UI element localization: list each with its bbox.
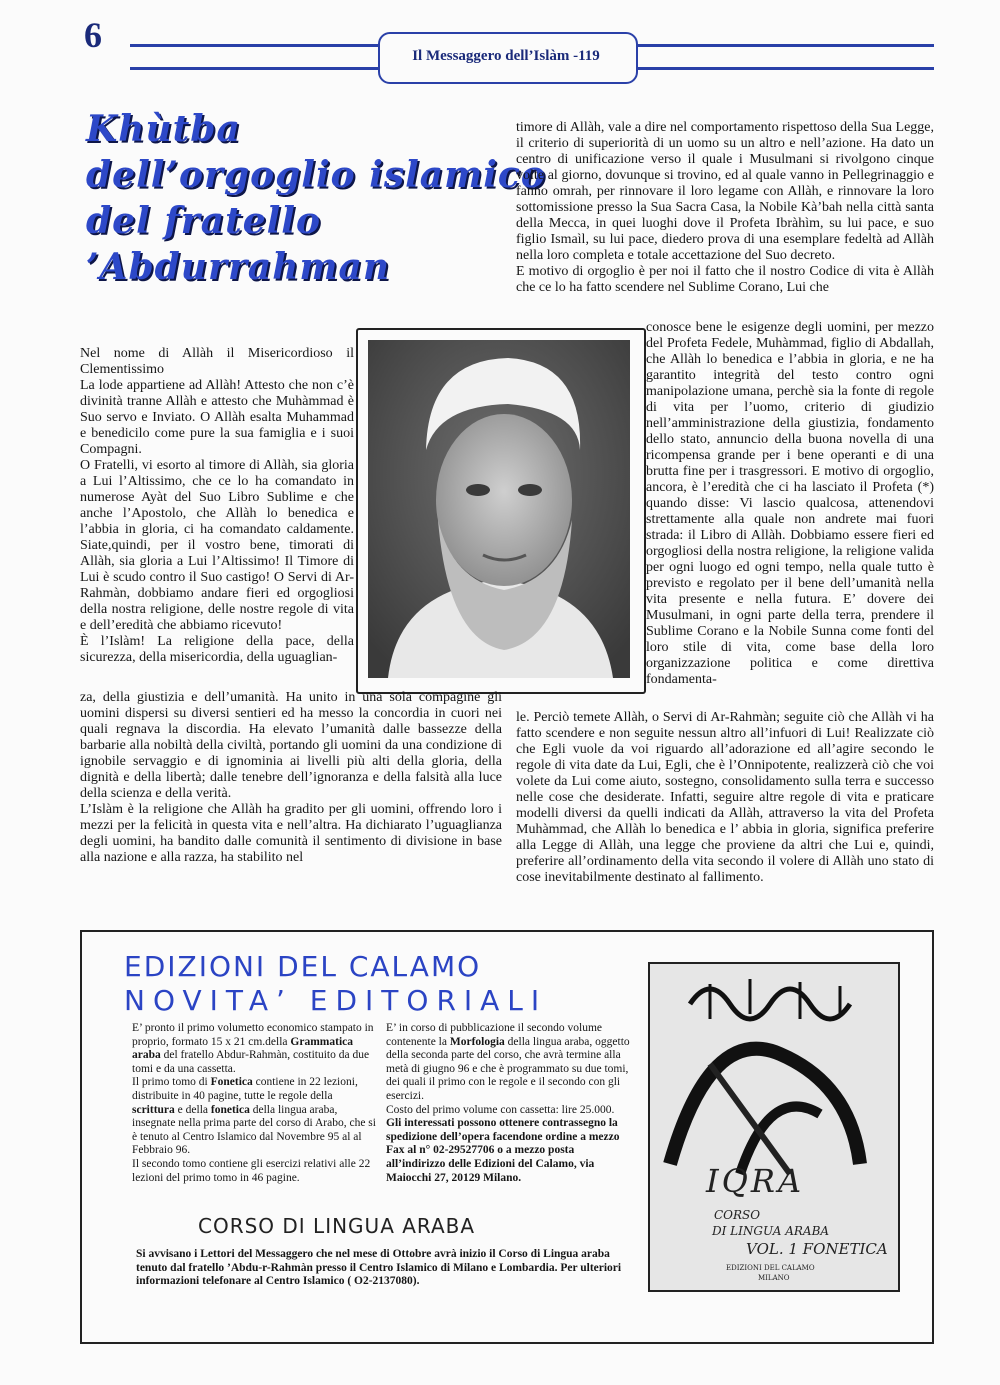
paragraph: za, della giustizia e dell’umanità. Ha unito in una sola compagine gli uomini dispersi su diversi sentieri ed ha messo la concordia in cuori nei quali regnava la discordia. Ha elevato l’umanità dalle bassezze della barbarie alla nobiltà della civiltà, portando gli uomini da una condizione di ignobile servaggio e di ignominia ai livelli più alti della gloria, della dignità e della libertà; dalle tenebre dell’ignoranza e della falsità alla luce della scienza e della verità.: [80, 690, 502, 801]
book-title: IQRA: [706, 1162, 805, 1200]
page-number: 6: [84, 15, 102, 55]
book-city: MILANO: [758, 1274, 790, 1282]
text: E’ pronto il primo volumetto economico stampato in proprio, formato 15 x 21 cm.della: [132, 1022, 374, 1048]
paragraph: conosce bene le esigenze degli uomini, per mezzo del Profeta Fedele, Muhàmmad, figlio di Abdallah, che Allàh lo benedica e l’abbia in gloria, e ne ha garantito integrità del testo contro ogni manipolazione umana, perchè sia la fonte di regole di vita per l’uomo, criterio di giudizio nell’amministrazione della giustizia, fondamento dello stato, annuncio della buona novella di una ricompensa grande per i bene operanti e di una brutta fine per i trasgressori. E motivo di orgoglio, ancora, è l’eredità che ci ha lasciato il Profeta (*) quando disse: Vi lascio qualcosa, attenendovi strettamente alla quale non andrete mai fuori strada: il Libro di Allàh. Dobbiamo essere fieri ed orgogliosi della nostra religione, la religione valida per ogni luogo ed ogni tempo, nella quale tutto è previsto e regolato per il bene dell’umanità nella vita presente e nella futura. E’ dovere dei Musulmani, in ogni parte della terra, prendere il Sublime Corano e la Nobile Sunna come fonti del loro stile di vita, come base della loro organizzazione politica e come direttiva fondamenta-: [646, 320, 934, 687]
paragraph: timore di Allàh, vale a dire nel comportamento rispettoso della Sua Legge, il criterio di superiorità di un uomo su un altro e nell’azione. Ha dato un centro di unificazione verso il quale i Musulmani si rivolgono cinque volte al giorno, dovunque si trovino, ed al quale vanno in Pellegrinaggio e fanno omrah, per rinnovare il loro legame con Allàh, e rinnovare la loro sottomissione presso la Sua Sacra Casa, la Nobile Kà’bah nella città santa della Mecca, in quei luoghi dove il Profeta Ibràhìm, su lui pace, e suo figlio Ismaìl, su lui pace, diedero prova di una esemplare fedeltà ad Allàh nella loro completa e totale accettazione del Suo decreto.: [516, 120, 934, 263]
publication-title: Il Messaggero dell’Islàm -119: [412, 48, 600, 64]
title-line: del fratello: [86, 200, 321, 242]
text-bold: Morfologia: [449, 1035, 505, 1048]
paragraph-bold: Gli interessati possono ottenere contrassegno la spedizione dell’opera facendone ordine a mezzo Fax al n° 02-29527706 o a mezzo posta all’indirizzo delle Edizioni del Calamo, via Maiocchi 27, 20129 Milano.: [386, 1117, 620, 1184]
ad-column-morphology: [386, 1022, 630, 1185]
paragraph: È l’Islàm! La religione della pace, della sicurezza, della misericordia, della uguaglian-: [80, 634, 354, 665]
text-bold: Fonetica: [210, 1076, 253, 1089]
book-volume: VOL. 1 FONETICA: [746, 1240, 888, 1258]
text-bold: Grammatica araba: [132, 1035, 353, 1062]
article-right-middle: [646, 320, 934, 688]
paragraph: Nel nome di Allàh il Misericordioso il Clementissimo: [80, 346, 354, 377]
ad-column-grammar: [132, 1022, 376, 1185]
paragraph: le. Perciò temete Allàh, o Servi di Ar-Rahmàn; seguite ciò che Allàh vi ha fatto scendere e non seguite nessun altro all’infuori di Lui! Realizzate ciò che Egli vuole da voi riguardo all’adorazione ed all’agire secondo le regole di vita date da Lui, Egli, che è l’Onnipotente, realizzerà ciò che voi volete da Lui come aiuto, sostegno, consolidamento sulla terra e successo nelle cose che desiderate. Infatti, seguire altre regole di vita e praticare modelli diversi da quelli indicati da Allàh, attraverso la vita del Profeta Muhàmmad, che Allàh lo benedica e l’ abbia in gloria, significa preferire alla Legge di Allàh, una legge che proviene da altri che Lui e, quindi, preferire all’ordinamento della vita secondo il volere di Allàh uno stato di cose inevitabilmente destinato al fallimento.: [516, 710, 934, 885]
paragraph: [132, 1022, 376, 1076]
ad-heading-news: NOVITA’ EDITORIALI: [124, 984, 548, 1017]
book-subtitle-1: CORSO: [714, 1208, 761, 1222]
paragraph: Il secondo tomo contiene gli esercizi relativi alle 22 lezioni del primo tomo in 46 pagine.: [132, 1157, 371, 1184]
course-heading: CORSO DI LINGUA ARABA: [198, 1214, 476, 1238]
text: del fratello Abdur-Rahmàn, costituito da due tomi e da una cassetta.: [132, 1049, 370, 1075]
text: contiene in 22 lezioni, distribuite in 40 pagine, tutte le regole della: [132, 1076, 358, 1102]
book-cover: [648, 962, 900, 1292]
title-line: Khùtba: [86, 108, 241, 150]
text: della lingua araba, insegnate nella prima parte del corso di Arabo, che si è tenuto al Centro Islamico dal Novembre 95 al al Febbraio 96.: [132, 1103, 376, 1157]
article-left-column: [80, 346, 354, 666]
portrait-photo: [368, 340, 630, 678]
paragraph: [132, 1076, 376, 1158]
course-notice: Si avvisano i Lettori del Messaggero che nel mese di Ottobre avrà inizio il Corso di Lingua araba tenuto dal fratello ’Abdu-r-Rahmàn presso il Centro Islamico di Milano e Lombardia. Per ulteriori informazioni telefonare al Centro Islamico ( O2-2137080).: [136, 1248, 622, 1288]
title-line: dell’orgoglio islamico: [86, 154, 546, 196]
portrait-illustration: [368, 340, 630, 678]
book-publisher: EDIZIONI DEL CALAMO: [726, 1264, 815, 1272]
article-right-bottom: [516, 710, 934, 886]
text-bold: scrittura: [132, 1103, 175, 1116]
text: e della: [174, 1103, 211, 1116]
paragraph: La lode appartiene ad Allàh! Attesto che non c’è divinità tranne Allàh e attesto che Muhàmmad è Suo servo e Inviato. O Allàh esalta Muhammad e benedicilo come pure la sua famiglia e i suoi Compagni.: [80, 378, 354, 457]
ad-heading-publisher: EDIZIONI DEL CALAMO: [124, 950, 482, 983]
article-left-continuation: [80, 690, 502, 866]
paragraph: E motivo di orgoglio è per noi il fatto che il nostro Codice di vita è Allàh che ce lo ha fatto scendere nel Sublime Corano, Lui che: [516, 264, 934, 295]
text: E’ in corso di pubblicazione il secondo volume contenente la: [386, 1022, 602, 1048]
title-line: ’Abdurrahman: [86, 246, 391, 288]
paragraph: [386, 1022, 630, 1104]
paragraph: O Fratelli, vi esorto al timore di Allàh, sia gloria a Lui l’Altissimo, che ce lo ha comandato in numerose Ayàt del Suo Libro Sublime e che anche l’Apostolo, che Allàh lo benedica e l’abbia in gloria, ci ha comandato caldamente. Siate,quindi, per il vostro bene, timorati di Allàh, sia gloria a Lui l’Altissimo! Il Timore di Lui è scudo contro il Suo castigo! O Servi di Ar-Rahmàn, dobbiamo andare fieri ed orgogliosi della nostra religione, delle nostre regole di vita e dell’eredità che abbiamo ricevuto!: [80, 458, 354, 633]
text: della lingua araba, oggetto della seconda parte del corso, che avrà termine alla metà di giugno 96 e che è programmato su due tomi, dei quali il primo con le regole e il secondo con gli esercizi.: [386, 1035, 630, 1102]
paragraph: Costo del primo volume con cassetta: lire 25.000.: [386, 1103, 615, 1116]
text: Il primo tomo di: [132, 1076, 211, 1089]
paragraph: L’Islàm è la religione che Allàh ha gradito per gli uomini, offrendo loro i mezzi per la felicità in questa vita e nell’altra. Ha dichiarato l’uguaglianza degli uomini, ha bandito dalle comunità il sentimento di divisione in base alla nazione e alla razza, ha stabilito nel: [80, 802, 502, 865]
book-subtitle-2: DI LINGUA ARABA: [712, 1224, 830, 1238]
article-right-top: [516, 120, 934, 296]
article-title: [86, 106, 546, 290]
text-bold: fonetica: [210, 1103, 250, 1116]
